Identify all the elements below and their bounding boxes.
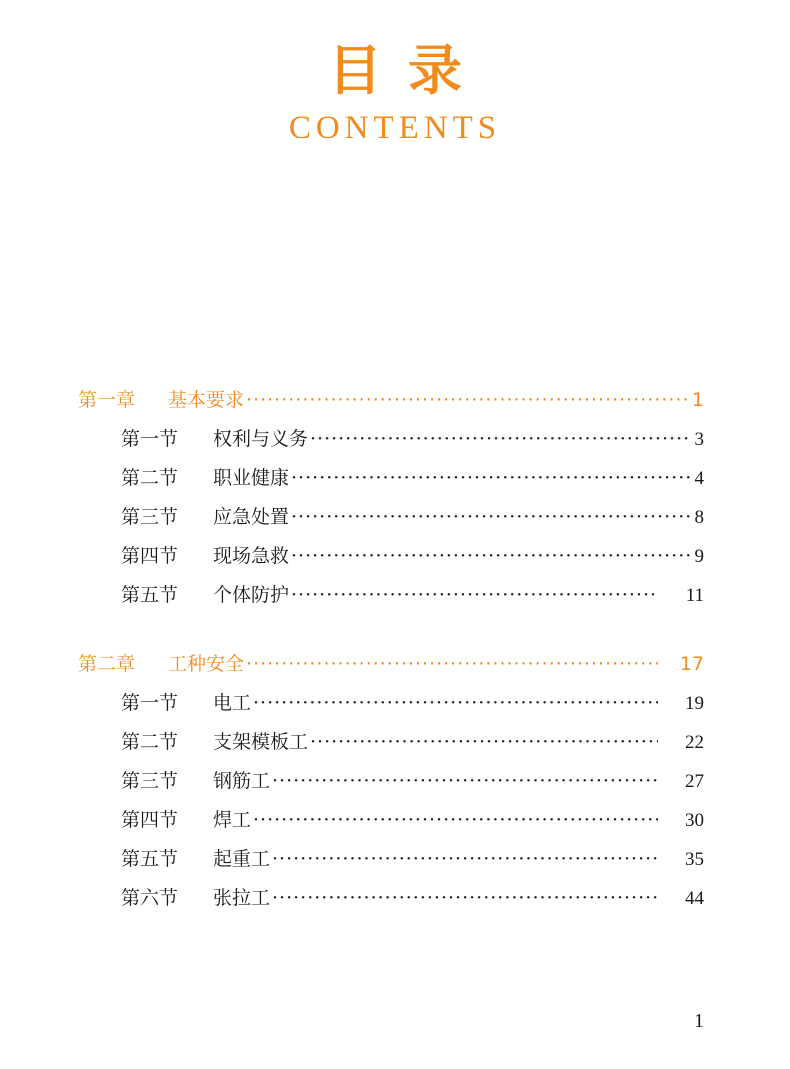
section-title: 权利与义务	[213, 428, 309, 450]
chapter-page-number: 1	[691, 389, 704, 411]
toc-chapter-1[interactable]	[78, 380, 704, 420]
toc-section[interactable]	[78, 840, 704, 879]
page-number: 1	[694, 1010, 704, 1032]
section-number: 第四节	[121, 545, 179, 567]
section-number: 第一节	[121, 428, 179, 450]
section-title: 张拉工	[213, 887, 271, 909]
dot-leader	[272, 879, 658, 918]
chapter-number: 第一章	[78, 389, 136, 411]
section-page-number: 3	[694, 429, 704, 450]
toc-section[interactable]	[78, 420, 704, 459]
table-of-contents	[78, 380, 704, 918]
section-title: 电工	[213, 692, 252, 714]
section-title: 个体防护	[213, 584, 290, 606]
section-page-number: 27	[685, 771, 704, 792]
toc-section[interactable]	[78, 498, 704, 537]
toc-section[interactable]	[78, 537, 704, 576]
page-title: 目录	[328, 39, 488, 102]
section-page-number: 30	[685, 810, 704, 831]
section-page-number: 4	[694, 468, 704, 489]
section-number: 第六节	[121, 887, 179, 909]
section-page-number: 35	[685, 849, 704, 870]
section-title: 焊工	[213, 809, 252, 831]
section-page-number: 8	[694, 507, 704, 528]
dot-leader	[291, 576, 658, 615]
section-page-number: 22	[685, 732, 704, 753]
toc-section[interactable]	[78, 576, 704, 615]
dot-leader	[272, 762, 658, 801]
section-number: 第五节	[121, 584, 179, 606]
section-number: 第二节	[121, 467, 179, 489]
toc-section[interactable]	[78, 684, 704, 723]
chapter-title: 基本要求	[168, 389, 245, 411]
chapter-title: 工种安全	[168, 653, 245, 675]
chapter-page-number: 17	[679, 653, 704, 675]
dot-leader	[253, 801, 658, 840]
section-page-number: 11	[685, 585, 704, 606]
section-title: 应急处置	[213, 506, 290, 528]
dot-leader	[253, 684, 658, 723]
toc-chapter-2[interactable]	[78, 644, 704, 684]
dot-leader	[310, 723, 658, 762]
toc-section[interactable]	[78, 459, 704, 498]
page-subtitle: CONTENTS	[288, 110, 502, 146]
dot-leader	[291, 498, 690, 537]
section-number: 第三节	[121, 506, 179, 528]
section-page-number: 9	[694, 546, 704, 567]
dot-leader	[310, 420, 690, 459]
section-number: 第三节	[121, 770, 179, 792]
section-title: 支架模板工	[213, 731, 309, 753]
toc-section[interactable]	[78, 801, 704, 840]
toc-section[interactable]	[78, 762, 704, 801]
dot-leader	[246, 644, 658, 684]
chapter-number: 第二章	[78, 653, 136, 675]
section-title: 现场急救	[213, 545, 290, 567]
section-page-number: 19	[685, 693, 704, 714]
dot-leader	[246, 380, 688, 420]
dot-leader	[272, 840, 658, 879]
dot-leader	[291, 537, 690, 576]
section-page-number: 44	[685, 888, 704, 909]
section-title: 起重工	[213, 848, 271, 870]
dot-leader	[291, 459, 690, 498]
section-title: 钢筋工	[213, 770, 271, 792]
section-title: 职业健康	[213, 467, 290, 489]
section-number: 第一节	[121, 692, 179, 714]
section-number: 第四节	[121, 809, 179, 831]
toc-section[interactable]	[78, 723, 704, 762]
section-number: 第二节	[121, 731, 179, 753]
section-number: 第五节	[121, 848, 179, 870]
toc-section[interactable]	[78, 879, 704, 918]
